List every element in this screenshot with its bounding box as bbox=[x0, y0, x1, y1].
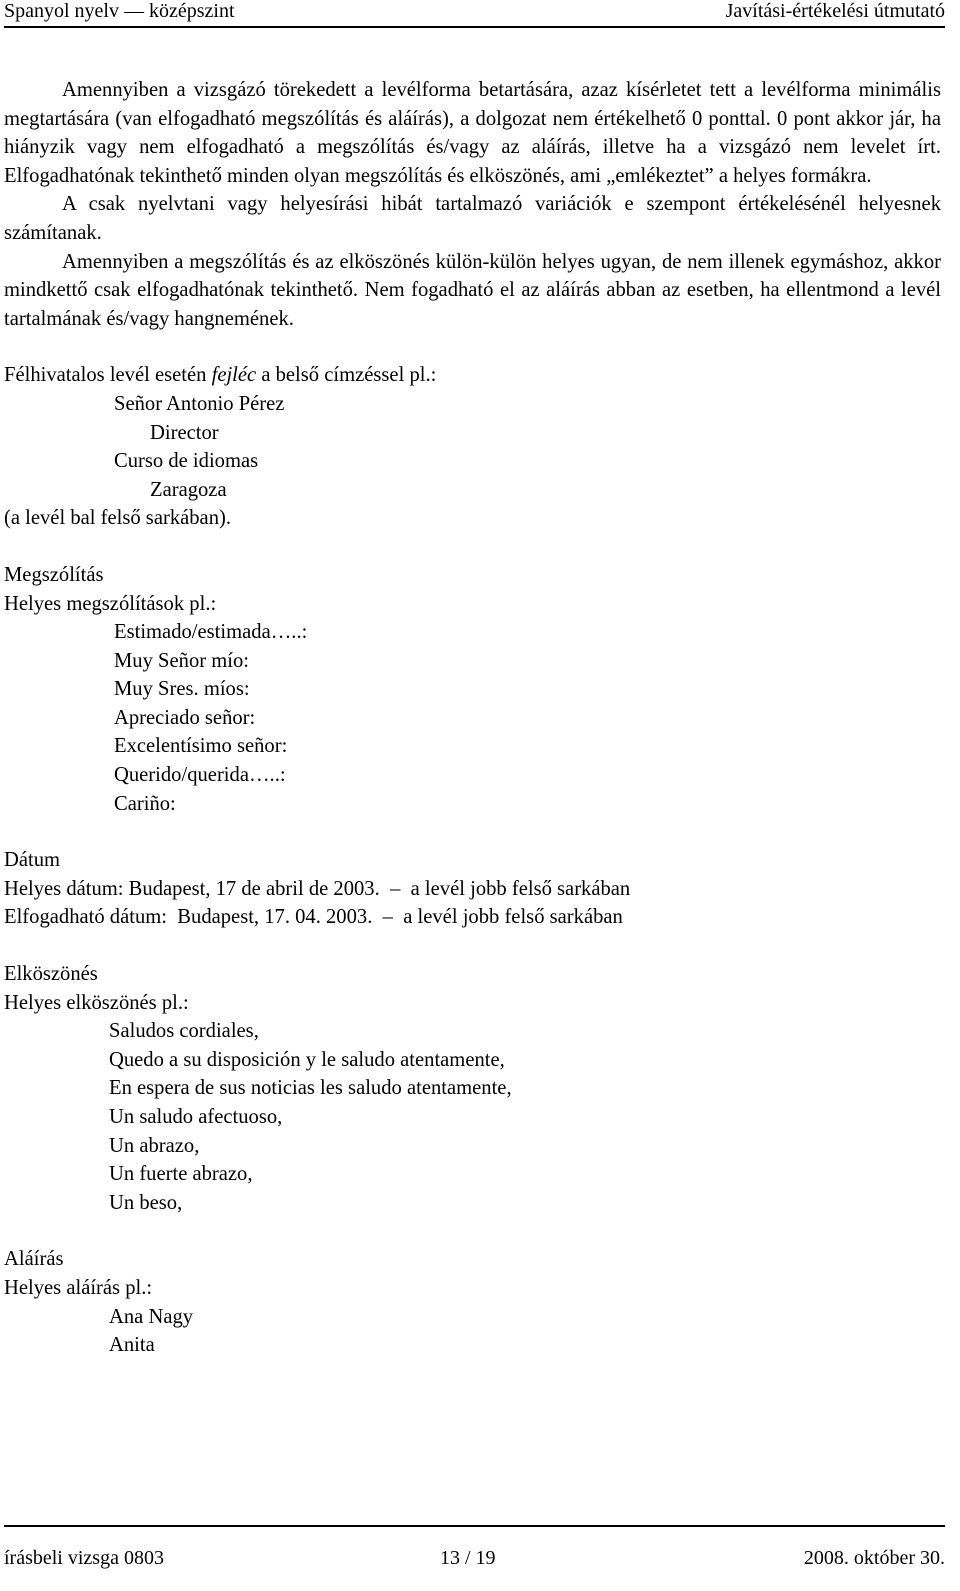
date-title: Dátum bbox=[4, 849, 61, 872]
closing-item: Un abrazo, bbox=[109, 1134, 200, 1157]
signature-title: Aláírás bbox=[4, 1248, 64, 1271]
closing-item: En espera de sus noticias les saludo atentamente, bbox=[109, 1077, 512, 1100]
greeting-item: Cariño: bbox=[114, 792, 176, 815]
signature-item: Ana Nagy bbox=[109, 1305, 194, 1328]
date-acceptable: Elfogadható dátum: Budapest, 17. 04. 2003. – a levél jobb felső sarkában bbox=[4, 906, 623, 929]
footer-date: 2008. október 30. bbox=[803, 1547, 945, 1569]
paragraph-letter-form: Amennyiben a vizsgázó törekedett a levélforma betartására, azaz kísérletet tett a levélforma minimális megtartására (van elfogadható megszólítás és aláírás), a dolgozat nem értékelhető 0 ponttal. 0 pont akkor jár, ha hiányzik vagy nem elfogadható a megszólítás és/vagy az aláírás, illetve ha a vizsgázó nem levelet írt. Elfogadhatónak tekinthető minden olyan megszólítás és elköszönés, ami „emlékeztet” a helyes formákra. bbox=[4, 79, 941, 187]
page-footer bbox=[4, 1525, 945, 1587]
document-body bbox=[4, 76, 941, 1360]
footer-page-number: 13 / 19 bbox=[440, 1547, 496, 1569]
greeting-item: Apreciado señor: bbox=[114, 706, 256, 729]
paragraph-grammar-variants: A csak nyelvtani vagy helyesírási hibát tartalmazó variációk e szempont értékelésénél helyesnek számítanak. bbox=[4, 193, 941, 244]
letterhead-intro: Félhivatalos levél esetén fejléc a belső címzéssel pl.: bbox=[4, 364, 437, 387]
greeting-item: Querido/querida…..: bbox=[114, 764, 286, 787]
greeting-item: Estimado/estimada…..: bbox=[114, 621, 308, 644]
address-line: Director bbox=[150, 421, 219, 444]
greeting-title: Megszólítás bbox=[4, 563, 104, 586]
date-correct: Helyes dátum: Budapest, 17 de abril de 2003. – a levél jobb felső sarkában bbox=[4, 877, 631, 900]
header-guide-title: Javítási-értékelési útmutató bbox=[725, 0, 945, 22]
header-subject: Spanyol nyelv — középszint bbox=[4, 0, 235, 22]
greeting-item: Excelentísimo señor: bbox=[114, 735, 288, 758]
footer-exam-code: írásbeli vizsga 0803 bbox=[4, 1547, 164, 1569]
address-line: Zaragoza bbox=[150, 478, 227, 501]
closing-item: Quedo a su disposición y le saludo atentamente, bbox=[109, 1048, 505, 1071]
page-header bbox=[4, 0, 945, 28]
closing-subtitle: Helyes elköszönés pl.: bbox=[4, 991, 189, 1014]
closing-item: Saludos cordiales, bbox=[109, 1020, 259, 1043]
greeting-item: Muy Sres. míos: bbox=[114, 678, 250, 701]
closing-item: Un beso, bbox=[109, 1191, 183, 1214]
address-line: Curso de idiomas bbox=[114, 450, 259, 473]
closing-item: Un fuerte abrazo, bbox=[109, 1163, 253, 1186]
signature-subtitle: Helyes aláírás pl.: bbox=[4, 1276, 153, 1299]
signature-item: Anita bbox=[109, 1334, 155, 1357]
letterhead-note: (a levél bal felső sarkában). bbox=[4, 507, 231, 530]
greeting-subtitle: Helyes megszólítások pl.: bbox=[4, 592, 217, 615]
closing-item: Un saludo afectuoso, bbox=[109, 1106, 283, 1128]
closing-title: Elköszönés bbox=[4, 963, 98, 986]
address-line: Señor Antonio Pérez bbox=[114, 392, 285, 415]
greeting-item: Muy Señor mío: bbox=[114, 649, 250, 672]
paragraph-mismatch: Amennyiben a megszólítás és az elköszönés külön-külön helyes ugyan, de nem illenek egymáshoz, akkor mindkettő csak elfogadhatónak tekinthető. Nem fogadható el az aláírás abban az esetben, ha ellentmond a levél tartalmának és/vagy hangnemének. bbox=[4, 250, 941, 330]
